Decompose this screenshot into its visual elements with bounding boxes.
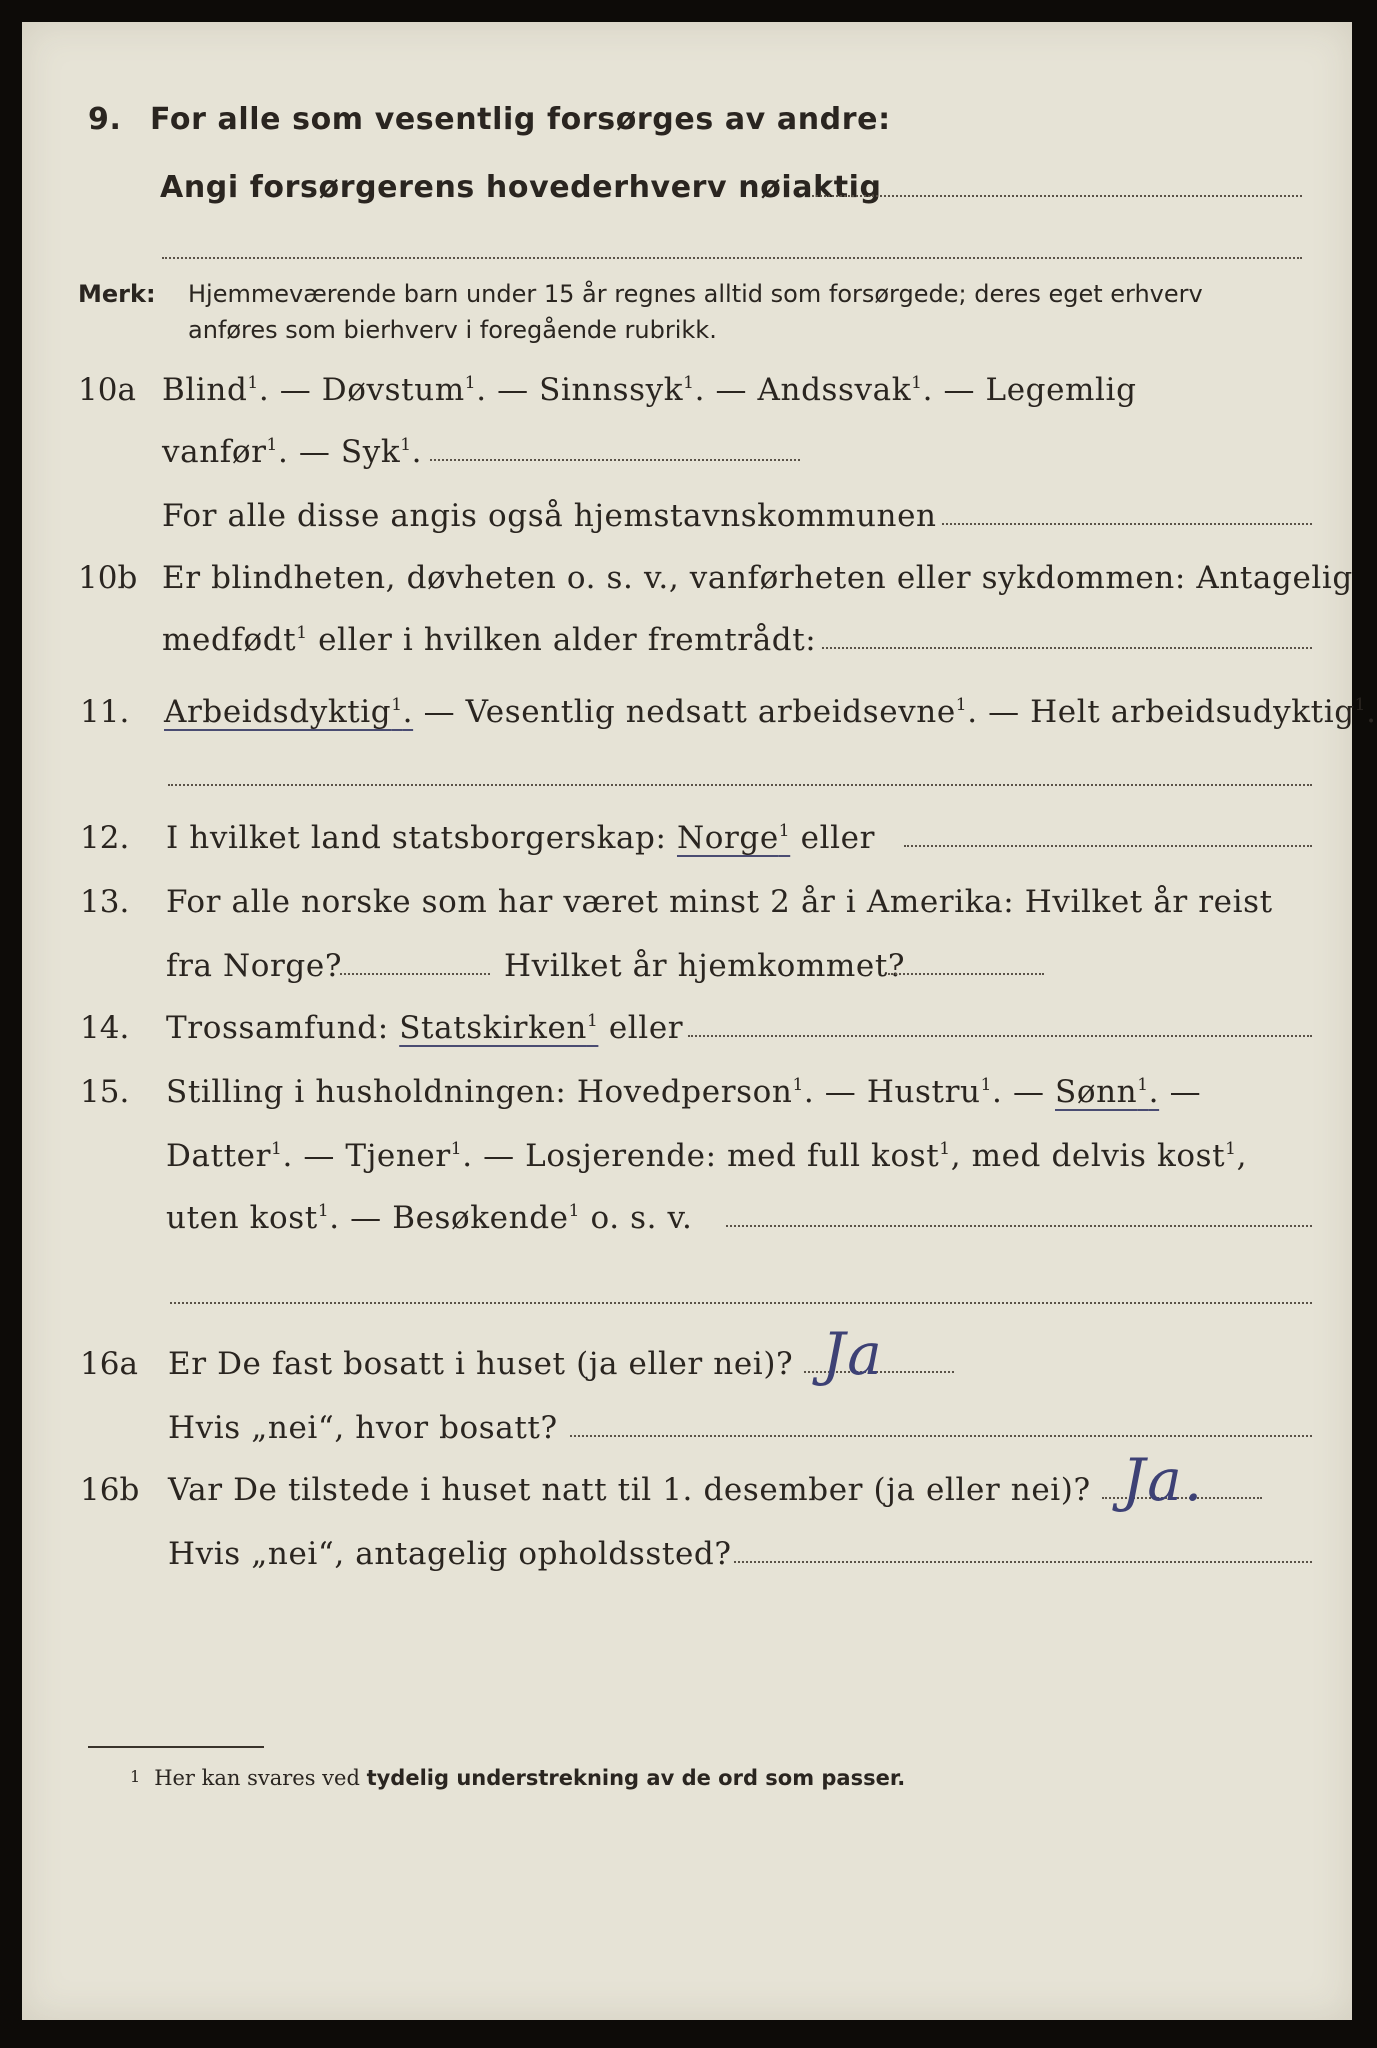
q10a-row-2 xyxy=(22,422,1352,482)
q10b-row-1 xyxy=(22,548,1352,608)
q9-number: 9. xyxy=(88,102,122,137)
census-form-page xyxy=(22,22,1377,2020)
q13-number: 13. xyxy=(80,884,130,920)
q15-row-3 xyxy=(22,1188,1352,1248)
q13-left-norway-prompt: fra Norge? xyxy=(166,948,343,984)
q13-row-2 xyxy=(22,936,1352,996)
footnote-text: Her kan svares ved xyxy=(154,1766,367,1790)
q10b-answer-line[interactable] xyxy=(822,647,1312,649)
q12-question: I hvilket land statsborgerskap: Norge$^1$ eller xyxy=(166,820,876,856)
q9-row-1 xyxy=(22,90,1352,150)
q9-row-2 xyxy=(22,158,1352,218)
q16b-row-1 xyxy=(22,1446,1352,1520)
q15-options-2: Datter$^1$. — Tjener$^1$. — Losjerende: med full kost$^1$, med delvis kost$^1$, xyxy=(166,1138,1248,1174)
q10b-question-2: medfødt$^1$ eller i hvilken alder fremtrådt: xyxy=(162,622,817,658)
q10a-options-1: Blind$^1$. — Døvstum$^1$. — Sinnssyk$^1$. — Andssvak$^1$. — Legemlig xyxy=(162,372,1137,408)
q16a-followup: Hvis „nei“, hvor bosatt? xyxy=(168,1410,558,1446)
q15-answer-line[interactable] xyxy=(726,1225,1312,1227)
q14-underlined-statskirken[interactable]: Statskirken$^1$ xyxy=(399,1010,599,1046)
q11-row xyxy=(22,682,1377,742)
q10b-number: 10b xyxy=(78,560,138,596)
q11-number: 11. xyxy=(80,694,130,730)
q10a-municipality-line[interactable] xyxy=(942,523,1312,525)
q16a-followup-line[interactable] xyxy=(570,1435,1312,1437)
q14-row xyxy=(22,998,1352,1058)
q11-underlined-arbeidsdyktig[interactable]: Arbeidsdyktig$^1$. xyxy=(164,694,414,730)
q10a-options-2: vanfør$^1$. — Syk$^1$. xyxy=(162,434,423,470)
q9-answer-line[interactable] xyxy=(812,195,1302,197)
q16b-row-2 xyxy=(22,1524,1352,1584)
q9-heading: For alle som vesentlig forsørges av andre: xyxy=(150,102,891,137)
q9-prompt: Angi forsørgerens hovederhverv nøiaktig xyxy=(160,170,882,205)
q11-answer-line[interactable] xyxy=(168,784,1312,786)
q16b-number: 16b xyxy=(80,1472,140,1508)
q14-number: 14. xyxy=(80,1010,130,1046)
footnote-rule xyxy=(88,1746,264,1748)
q12-number: 12. xyxy=(80,820,130,856)
q10a-answer-line[interactable] xyxy=(430,459,800,461)
footnote-text-bold: tydelig understrekning av de ord som passer. xyxy=(366,1766,906,1790)
q13-returned-prompt: Hvilket år hjemkommet? xyxy=(504,948,906,984)
q11-options xyxy=(164,682,1377,742)
merk-text-2: anføres som bierhverv i foregående rubrikk. xyxy=(188,316,717,344)
merk-text-1: Hjemmeværende barn under 15 år regnes alltid som forsørgede; deres eget erhverv xyxy=(188,280,1203,308)
q15-options-3: uten kost$^1$. — Besøkende$^1$ o. s. v. xyxy=(166,1200,693,1236)
q16b-followup: Hvis „nei“, antagelig opholdssted? xyxy=(168,1536,732,1572)
q15-answer-line-2[interactable] xyxy=(170,1302,1312,1304)
q14-question: Trossamfund: Statskirken$^1$ eller xyxy=(166,1010,684,1046)
q15-number: 15. xyxy=(80,1074,130,1110)
q12-row xyxy=(22,808,1352,868)
q10a-row-1 xyxy=(22,360,1352,420)
q10b-question-1: Er blindheten, døvheten o. s. v., vanførheten eller sykdommen: Antagelig xyxy=(162,560,1353,596)
q16a-number: 16a xyxy=(80,1346,138,1382)
q16b-question: Var De tilstede i huset natt til 1. desember (ja eller nei)? xyxy=(168,1472,1091,1508)
q12-underlined-norge[interactable]: Norge$^1$ xyxy=(676,820,791,856)
q10a-row-3 xyxy=(22,486,1352,546)
q11-other-options: — Vesentlig nedsatt arbeidsevne$^1$. — Helt arbeidsudyktig$^1$. xyxy=(413,694,1377,730)
q13-returned-year-line[interactable] xyxy=(888,973,1044,975)
q14-answer-line[interactable] xyxy=(688,1035,1312,1037)
q16b-followup-line[interactable] xyxy=(734,1561,1312,1563)
q10a-home-municipality-prompt: For alle disse angis også hjemstavnskommunen xyxy=(162,498,937,534)
q10a-number: 10a xyxy=(78,372,136,408)
q15-row-2 xyxy=(22,1126,1352,1186)
q16a-row-1 xyxy=(22,1320,1352,1394)
q16a-handwritten-answer: Ja xyxy=(822,1320,884,1388)
footnote-mark: 1 xyxy=(130,1767,141,1786)
q16a-question: Er De fast bosatt i huset (ja eller nei)? xyxy=(168,1346,794,1382)
q10b-row-2 xyxy=(22,610,1352,670)
q13-row-1 xyxy=(22,872,1352,932)
q13-question-1: For alle norske som har været minst 2 år i Amerika: Hvilket år reist xyxy=(166,884,1273,920)
q16b-handwritten-answer: Ja. xyxy=(1122,1446,1205,1514)
footnote xyxy=(130,1762,905,1793)
q12-answer-line[interactable] xyxy=(904,845,1312,847)
q15-underlined-sonn[interactable]: Sønn$^1$. xyxy=(1055,1074,1160,1110)
q15-options-1: Stilling i husholdningen: Hovedperson$^1$. — Hustru$^1$. — Sønn$^1$. — xyxy=(166,1074,1202,1110)
merk-label: Merk: xyxy=(78,280,156,308)
q15-row-1 xyxy=(22,1062,1352,1122)
q13-left-year-line[interactable] xyxy=(340,973,490,975)
q9-answer-line-2[interactable] xyxy=(162,257,1302,259)
